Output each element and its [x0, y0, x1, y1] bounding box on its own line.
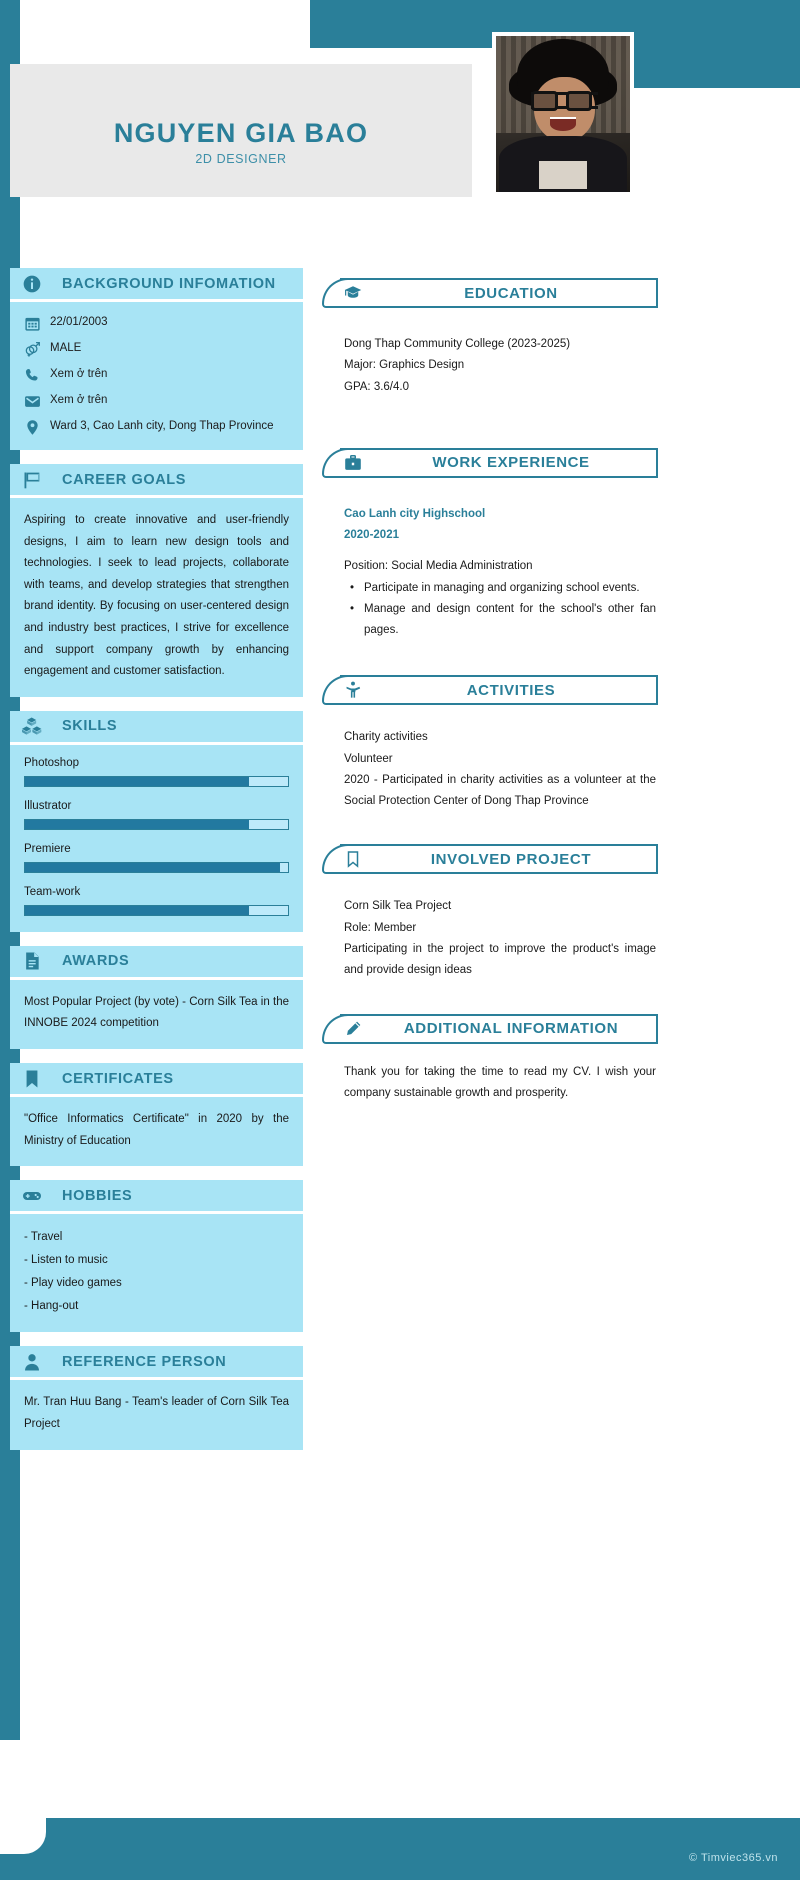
section-header	[322, 448, 658, 478]
awards-text: Most Popular Project (by vote) - Corn Silk Tea in the INNOBE 2024 competition	[24, 995, 289, 1030]
sidebar-section-hobbies	[10, 1180, 303, 1332]
sidebar	[10, 268, 303, 1464]
skill-label: Team-work	[24, 885, 81, 898]
section-header	[322, 675, 658, 705]
section-title: AWARDS	[62, 953, 130, 970]
main-section-additional-information	[322, 1014, 658, 1105]
blocks-icon	[22, 716, 42, 736]
sidebar-section-skills	[10, 711, 303, 932]
phone-icon	[24, 367, 41, 384]
skill-progress-bar	[24, 819, 289, 830]
skill-item	[24, 843, 289, 873]
skill-item	[24, 800, 289, 830]
bottom-left-notch	[0, 1800, 46, 1854]
section-header	[322, 1014, 658, 1044]
info-row-value: Xem ở trên	[50, 394, 108, 406]
document-icon	[22, 951, 42, 971]
job-role-subtitle: 2D DESIGNER	[195, 152, 287, 166]
gender-icon	[24, 341, 41, 358]
portrait-photo	[496, 36, 630, 192]
section-body	[10, 1097, 303, 1166]
info-row-address	[24, 418, 289, 436]
section-title: ADDITIONAL INFORMATION	[403, 1020, 619, 1038]
reference-person-text: Mr. Tran Huu Bang - Team's leader of Corn Silk Tea Project	[24, 1396, 289, 1430]
section-header	[10, 1063, 303, 1097]
sidebar-section-certificates	[10, 1063, 303, 1166]
main-section-work-experience	[322, 448, 658, 642]
section-header	[10, 946, 303, 980]
project-line: Corn Silk Tea Project	[344, 900, 452, 913]
section-body	[10, 1380, 303, 1449]
work-bullet: • Participate in managing and organizing school events.	[344, 578, 656, 599]
certificates-text: "Office Informatics Certificate" in 2020 by the Ministry of Education	[24, 1113, 289, 1147]
main-section-involved-project	[322, 844, 658, 981]
skill-progress-bar	[24, 776, 289, 787]
work-period: 2020-2021	[344, 529, 399, 542]
career-goals-text: Aspiring to create innovative and user-friendly designs, I aim to learn new design tools and technologies. I seek to lead projects, collaborate with teams, and develop strategies that strengthen brand identity. By focusing on user-centered design and industry best practices, I strive for excellence and support company growth by enhancing engagement and customer satisfaction.	[24, 514, 289, 678]
skill-progress-fill	[25, 777, 249, 786]
section-title: ACTIVITIES	[466, 681, 556, 699]
section-body	[322, 707, 658, 812]
main-column	[322, 278, 658, 1112]
activity-line: 2020 - Participated in charity activities as a volunteer at the Social Protection Center of Dong Thap Province	[344, 773, 656, 808]
section-title: SKILLS	[62, 718, 118, 735]
section-body	[10, 745, 303, 932]
info-row-value: Ward 3, Cao Lanh city, Dong Thap Province	[50, 420, 274, 432]
hobby-item: - Listen to music	[24, 1254, 108, 1267]
pencil-icon	[344, 1020, 362, 1038]
sidebar-section-career-goals	[10, 464, 303, 697]
section-body	[322, 310, 658, 398]
skill-progress-fill	[25, 820, 249, 829]
section-body	[322, 480, 658, 642]
info-row-value: Xem ở trên	[50, 368, 108, 380]
section-body	[10, 1214, 303, 1332]
hobby-item: - Travel	[24, 1231, 63, 1244]
top-right-accent-bar	[630, 0, 800, 88]
section-title: CAREER GOALS	[62, 471, 187, 488]
page-title: NGUYEN GIA BAO	[113, 118, 369, 148]
skill-progress-bar	[24, 862, 289, 873]
section-body	[322, 1046, 658, 1105]
section-body	[10, 980, 303, 1049]
section-title: HOBBIES	[62, 1187, 133, 1204]
location-pin-icon	[24, 419, 41, 436]
skill-label: Illustrator	[24, 799, 72, 812]
section-title: CERTIFICATES	[62, 1070, 174, 1087]
activity-line: Charity activities	[344, 731, 428, 744]
briefcase-icon	[344, 454, 362, 472]
activity-line: Volunteer	[344, 752, 393, 765]
info-row-gender	[24, 340, 289, 358]
project-line: Participating in the project to improve the product's image and provide design ideas	[344, 942, 656, 977]
education-line: Dong Thap Community College (2023-2025)	[344, 338, 571, 350]
section-title: BACKGROUND INFOMATION	[62, 275, 276, 292]
info-row-value: 22/01/2003	[50, 316, 108, 328]
skill-progress-bar	[24, 905, 289, 916]
project-line: Role: Member	[344, 921, 417, 934]
education-line: Major: Graphics Design	[344, 359, 465, 372]
section-title: EDUCATION	[464, 284, 558, 302]
section-header	[10, 1180, 303, 1214]
skill-progress-fill	[25, 863, 280, 872]
flag-icon	[22, 470, 42, 490]
sidebar-section-reference-person	[10, 1346, 303, 1449]
gamepad-icon	[22, 1186, 42, 1206]
additional-information-text: Thank you for taking the time to read my CV. I wish your company sustainable growth and prosperity.	[344, 1065, 656, 1099]
hobby-item: - Play video games	[24, 1277, 122, 1290]
info-row-birthdate	[24, 314, 289, 332]
graduation-cap-icon	[344, 284, 362, 302]
watermark: © Timviec365.vn	[689, 1852, 778, 1864]
education-line: GPA: 3.6/4.0	[344, 380, 409, 393]
section-header	[10, 464, 303, 498]
work-bullet: • Manage and design content for the school's other fan pages.	[344, 599, 656, 642]
section-header	[10, 711, 303, 745]
section-body	[10, 302, 303, 450]
person-icon	[22, 1352, 42, 1372]
section-header	[322, 278, 658, 308]
section-title: REFERENCE PERSON	[62, 1353, 227, 1370]
avatar	[492, 32, 634, 196]
section-body	[322, 876, 658, 981]
section-title: WORK EXPERIENCE	[432, 454, 590, 472]
skill-label: Premiere	[24, 842, 71, 855]
info-row-phone	[24, 366, 289, 384]
calendar-icon	[24, 315, 41, 332]
envelope-icon	[24, 393, 41, 410]
skill-item	[24, 886, 289, 916]
main-section-activities	[322, 675, 658, 812]
bottom-accent-bar	[0, 1818, 800, 1880]
info-row-value: MALE	[50, 342, 82, 354]
skill-label: Photoshop	[24, 756, 79, 769]
skill-item	[24, 757, 289, 787]
bookmark-icon	[344, 850, 362, 868]
bookmark-icon	[22, 1069, 42, 1089]
skill-progress-fill	[25, 906, 249, 915]
sidebar-section-awards	[10, 946, 303, 1049]
volunteer-person-icon	[344, 681, 362, 699]
work-company: Cao Lanh city Highschool	[344, 507, 486, 520]
section-body	[10, 498, 303, 697]
section-header	[322, 844, 658, 874]
section-header	[10, 268, 303, 302]
info-row-email	[24, 392, 289, 410]
work-position: Position: Social Media Administration	[344, 560, 533, 573]
main-section-education	[322, 278, 658, 398]
section-title: INVOLVED PROJECT	[430, 850, 592, 868]
sidebar-section-background-information	[10, 268, 303, 450]
section-header	[10, 1346, 303, 1380]
hobby-item: - Hang-out	[24, 1300, 79, 1313]
info-circle-icon	[22, 274, 42, 294]
